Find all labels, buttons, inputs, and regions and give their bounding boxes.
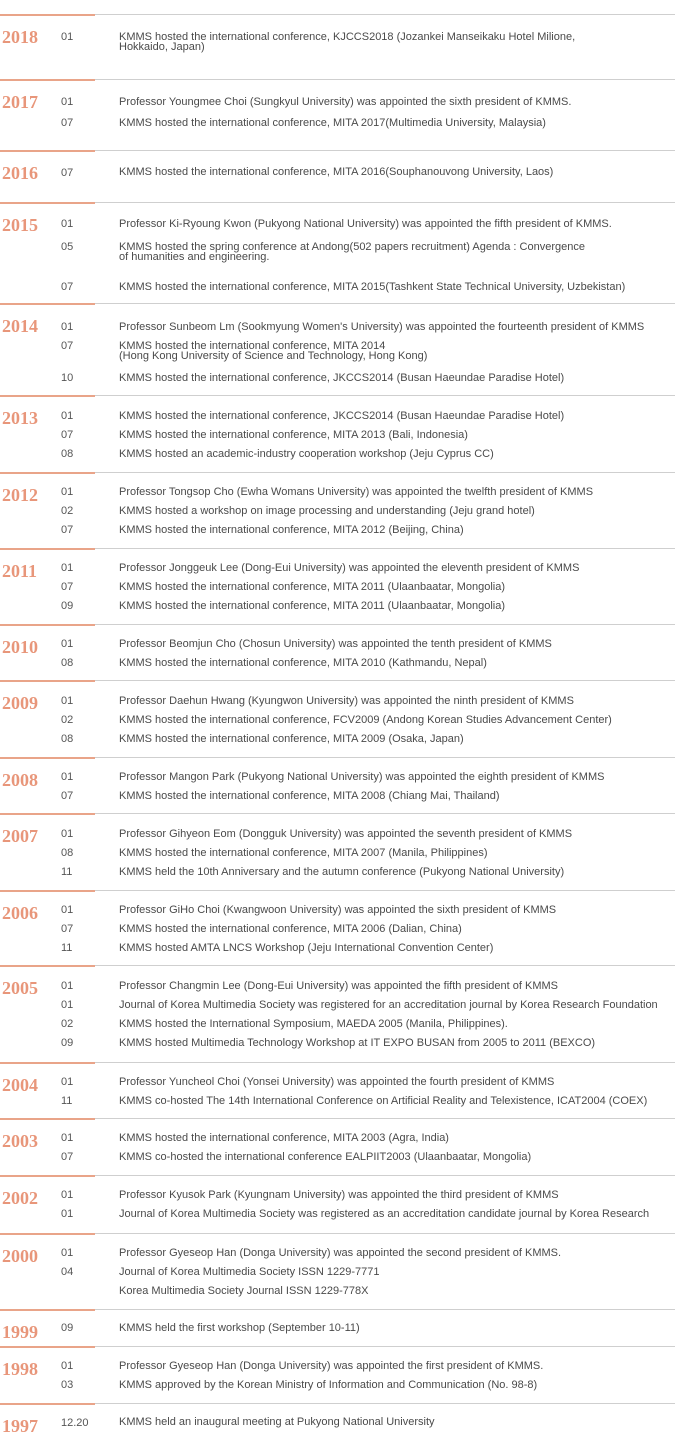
event-text: KMMS hosted the international conference, JKCCS2014 (Busan Haeundae Paradise Hotel) — [119, 372, 565, 384]
event-month: 07 — [61, 1151, 74, 1163]
year-label: 2015 — [2, 215, 38, 235]
event-month: 01 — [61, 1247, 74, 1259]
event-text: KMMS co-hosted the international conference EALPIIT2003 (Ulaanbaatar, Mongolia) — [119, 1151, 532, 1163]
event-month: 07 — [61, 117, 74, 129]
event-text: KMMS hosted the international conference, MITA 2016(Souphanouvong University, Laos) — [119, 166, 554, 178]
event-text: KMMS hosted AMTA LNCS Workshop (Jeju International Convention Center) — [119, 942, 494, 954]
event-month: 02 — [61, 714, 74, 726]
event-text: Professor GiHo Choi (Kwangwoon University) was appointed the sixth president of KMMS — [119, 904, 557, 916]
year-label: 2013 — [2, 408, 38, 428]
event-month: 07 — [61, 790, 74, 802]
year-accent-bar — [0, 150, 95, 152]
event-text: Professor Gyeseop Han (Donga University) was appointed the first president of KMMS. — [119, 1360, 544, 1372]
section-divider — [0, 1175, 675, 1176]
event-month: 11 — [61, 1095, 73, 1107]
section-divider — [0, 680, 675, 681]
year-accent-bar — [0, 1233, 95, 1235]
event-text: KMMS hosted the international conference, MITA 2010 (Kathmandu, Nepal) — [119, 657, 487, 669]
event-text: KMMS held an inaugural meeting at Pukyong National University — [119, 1416, 435, 1428]
year-label: 2002 — [2, 1188, 38, 1208]
event-month: 08 — [61, 657, 74, 669]
year-label: 1999 — [2, 1322, 38, 1342]
event-text: KMMS hosted the international conference, MITA 2007 (Manila, Philippines) — [119, 847, 488, 859]
event-month: 03 — [61, 1379, 74, 1391]
section-divider — [0, 1062, 675, 1063]
event-text: KMMS hosted the international conference, MITA 2014 — [119, 340, 386, 352]
event-month: 08 — [61, 733, 74, 745]
event-text: KMMS held the 10th Anniversary and the autumn conference (Pukyong National University) — [119, 866, 565, 878]
section-divider — [0, 202, 675, 203]
event-text: KMMS hosted the international conference, MITA 2006 (Dalian, China) — [119, 923, 462, 935]
event-text: KMMS hosted the international conference, MITA 2015(Tashkent State Technical University, Uzbekistan) — [119, 281, 626, 293]
event-month: 01 — [61, 218, 74, 230]
event-month: 02 — [61, 1018, 74, 1030]
event-text: KMMS hosted the spring conference at Andong(502 papers recruitment) Agenda : Convergence — [119, 241, 585, 253]
event-text: Korea Multimedia Society Journal ISSN 1229-778X — [119, 1285, 369, 1297]
event-text: KMMS hosted the international conference, MITA 2012 (Beijing, China) — [119, 524, 464, 536]
event-text: Professor Youngmee Choi (Sungkyul University) was appointed the sixth president of KMMS. — [119, 96, 572, 108]
section-divider — [0, 472, 675, 473]
year-accent-bar — [0, 202, 95, 204]
year-label: 2017 — [2, 92, 38, 112]
event-month: 01 — [61, 828, 74, 840]
event-text: KMMS hosted the international conference, MITA 2013 (Bali, Indonesia) — [119, 429, 468, 441]
event-month: 01 — [61, 904, 74, 916]
event-text: KMMS hosted an academic-industry cooperation workshop (Jeju Cyprus CC) — [119, 448, 494, 460]
section-divider — [0, 303, 675, 304]
event-text: Journal of Korea Multimedia Society ISSN 1229-7771 — [119, 1266, 380, 1278]
event-month: 01 — [61, 695, 74, 707]
year-label: 2009 — [2, 693, 38, 713]
section-divider — [0, 1118, 675, 1119]
year-label: 2005 — [2, 978, 38, 998]
event-month: 01 — [61, 1076, 74, 1088]
event-text: KMMS hosted the international conference, MITA 2003 (Agra, India) — [119, 1132, 449, 1144]
year-label: 1997 — [2, 1416, 38, 1436]
year-label: 2007 — [2, 826, 38, 846]
year-accent-bar — [0, 680, 95, 682]
section-divider — [0, 757, 675, 758]
event-month: 11 — [61, 866, 73, 878]
event-month: 09 — [61, 600, 74, 612]
event-text: KMMS hosted the international conference, MITA 2011 (Ulaanbaatar, Mongolia) — [119, 600, 506, 612]
event-text: Professor Gyeseop Han (Donga University) was appointed the second president of KMMS. — [119, 1247, 562, 1259]
year-label: 2016 — [2, 163, 38, 183]
event-month: 08 — [61, 847, 74, 859]
section-divider — [0, 548, 675, 549]
year-label: 2010 — [2, 637, 38, 657]
year-accent-bar — [0, 965, 95, 967]
event-month: 01 — [61, 1360, 74, 1372]
event-text: KMMS approved by the Korean Ministry of Information and Communication (No. 98-8) — [119, 1379, 538, 1391]
event-month: 12.20 — [61, 1417, 89, 1429]
event-month: 01 — [61, 96, 74, 108]
event-text: Professor Beomjun Cho (Chosun University) was appointed the tenth president of KMMS — [119, 638, 552, 650]
event-month: 07 — [61, 340, 74, 352]
event-month: 01 — [61, 638, 74, 650]
section-divider — [0, 1403, 675, 1404]
year-accent-bar — [0, 548, 95, 550]
event-month: 05 — [61, 241, 74, 253]
event-text: Professor Kyusok Park (Kyungnam University) was appointed the third president of KMMS — [119, 1189, 559, 1201]
year-label: 2018 — [2, 27, 38, 47]
year-accent-bar — [0, 1118, 95, 1120]
event-text: KMMS hosted a workshop on image processing and understanding (Jeju grand hotel) — [119, 505, 535, 517]
event-month: 07 — [61, 581, 74, 593]
event-text: Professor Gihyeon Eom (Dongguk University) was appointed the seventh president of KMMS — [119, 828, 573, 840]
event-month: 04 — [61, 1266, 74, 1278]
event-month: 01 — [61, 486, 74, 498]
event-month: 01 — [61, 31, 74, 43]
event-text: Professor Ki-Ryoung Kwon (Pukyong National University) was appointed the fifth president of KMMS. — [119, 218, 612, 230]
event-text: KMMS hosted the International Symposium, MAEDA 2005 (Manila, Philippines). — [119, 1018, 508, 1030]
section-divider — [0, 1309, 675, 1310]
year-accent-bar — [0, 472, 95, 474]
event-month: 07 — [61, 524, 74, 536]
year-label: 2011 — [2, 561, 38, 581]
event-month: 01 — [61, 562, 74, 574]
event-text: KMMS hosted the international conference, JKCCS2014 (Busan Haeundae Paradise Hotel) — [119, 410, 565, 422]
year-accent-bar — [0, 813, 95, 815]
event-text: Professor Jonggeuk Lee (Dong-Eui University) was appointed the eleventh president of KMMS — [119, 562, 580, 574]
year-label: 1998 — [2, 1359, 38, 1379]
event-text: KMMS hosted the international conference, MITA 2008 (Chiang Mai, Thailand) — [119, 790, 500, 802]
event-text: KMMS held the first workshop (September 10-11) — [119, 1322, 360, 1334]
event-month: 01 — [61, 1208, 74, 1220]
year-accent-bar — [0, 1309, 95, 1311]
section-divider — [0, 150, 675, 151]
event-month: 01 — [61, 999, 74, 1011]
event-month: 09 — [61, 1322, 74, 1334]
section-divider — [0, 1346, 675, 1347]
event-text: Professor Daehun Hwang (Kyungwon University) was appointed the ninth president of KMMS — [119, 695, 574, 707]
event-text: KMMS hosted the international conference, FCV2009 (Andong Korean Studies Advancement Center) — [119, 714, 612, 726]
event-month: 07 — [61, 281, 74, 293]
event-text: of humanities and engineering. — [119, 251, 270, 263]
event-month: 08 — [61, 448, 74, 460]
event-month: 10 — [61, 372, 74, 384]
event-month: 02 — [61, 505, 74, 517]
event-text: Hokkaido, Japan) — [119, 41, 205, 53]
year-label: 2014 — [2, 316, 38, 336]
year-accent-bar — [0, 14, 95, 16]
event-month: 07 — [61, 923, 74, 935]
section-divider — [0, 965, 675, 966]
event-text: Journal of Korea Multimedia Society was registered as an accreditation candidate journal by Korea Research — [119, 1208, 650, 1220]
event-text: Journal of Korea Multimedia Society was registered for an accreditation journal by Korea Research Foundation — [119, 999, 658, 1011]
event-text: KMMS hosted the international conference, MITA 2011 (Ulaanbaatar, Mongolia) — [119, 581, 506, 593]
event-text: KMMS co-hosted The 14th International Conference on Artificial Reality and Telexistence, ICAT2004 (COEX) — [119, 1095, 648, 1107]
year-label: 2012 — [2, 485, 38, 505]
event-text: Professor Yuncheol Choi (Yonsei University) was appointed the fourth president of KMMS — [119, 1076, 555, 1088]
section-divider — [0, 1233, 675, 1234]
section-divider — [0, 79, 675, 80]
section-divider — [0, 624, 675, 625]
event-text: Professor Changmin Lee (Dong-Eui University) was appointed the fifth president of KMMS — [119, 980, 558, 992]
event-month: 01 — [61, 980, 74, 992]
year-accent-bar — [0, 1062, 95, 1064]
year-accent-bar — [0, 757, 95, 759]
year-accent-bar — [0, 303, 95, 305]
event-month: 07 — [61, 167, 74, 179]
year-accent-bar — [0, 1346, 95, 1348]
event-month: 07 — [61, 429, 74, 441]
section-divider — [0, 395, 675, 396]
section-divider — [0, 14, 675, 15]
year-label: 2003 — [2, 1131, 38, 1151]
event-text: KMMS hosted the international conference, MITA 2017(Multimedia University, Malaysia) — [119, 117, 546, 129]
year-accent-bar — [0, 1403, 95, 1405]
event-text: Professor Sunbeom Lm (Sookmyung Women's University) was appointed the fourteenth president of KMMS — [119, 321, 645, 333]
year-accent-bar — [0, 890, 95, 892]
event-month: 01 — [61, 1189, 74, 1201]
event-text: Professor Mangon Park (Pukyong National University) was appointed the eighth president of KMMS — [119, 771, 605, 783]
event-text: KMMS hosted Multimedia Technology Workshop at IT EXPO BUSAN from 2005 to 2011 (BEXCO) — [119, 1037, 596, 1049]
event-month: 11 — [61, 942, 73, 954]
event-text: KMMS hosted the international conference, KJCCS2018 (Jozankei Manseikaku Hotel Milione, — [119, 31, 576, 43]
section-divider — [0, 890, 675, 891]
event-text: (Hong Kong University of Science and Technology, Hong Kong) — [119, 350, 428, 362]
event-month: 01 — [61, 410, 74, 422]
section-divider — [0, 813, 675, 814]
year-accent-bar — [0, 79, 95, 81]
event-month: 01 — [61, 321, 74, 333]
year-label: 2000 — [2, 1246, 38, 1266]
year-accent-bar — [0, 1175, 95, 1177]
year-label: 2006 — [2, 903, 38, 923]
year-accent-bar — [0, 395, 95, 397]
event-text: KMMS hosted the international conference, MITA 2009 (Osaka, Japan) — [119, 733, 464, 745]
event-month: 01 — [61, 771, 74, 783]
event-text: Professor Tongsop Cho (Ewha Womans University) was appointed the twelfth president of KMMS — [119, 486, 594, 498]
year-accent-bar — [0, 624, 95, 626]
event-month: 09 — [61, 1037, 74, 1049]
year-label: 2008 — [2, 770, 38, 790]
year-label: 2004 — [2, 1075, 38, 1095]
event-month: 01 — [61, 1132, 74, 1144]
